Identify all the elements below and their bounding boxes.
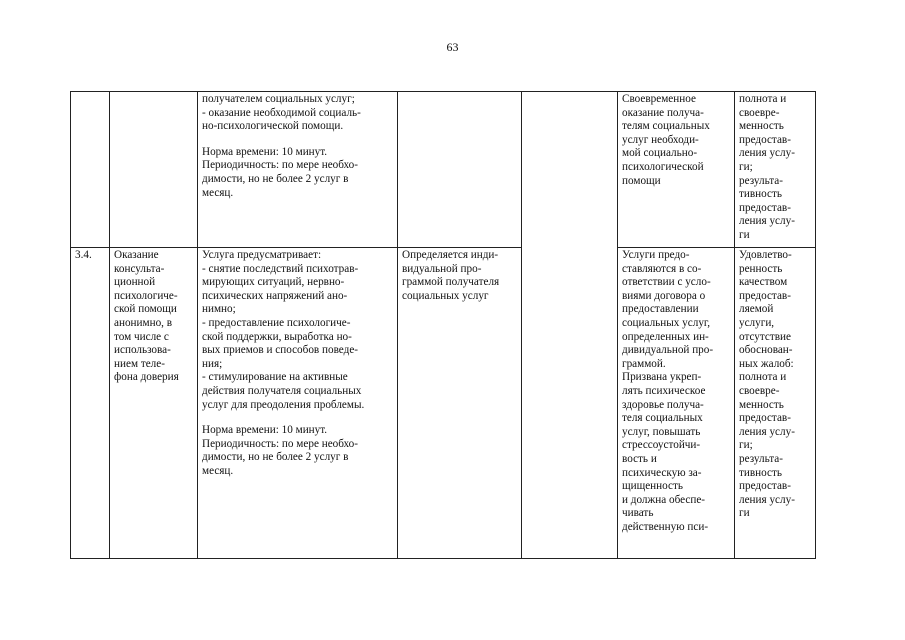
text-line: ги; <box>739 439 753 452</box>
text-line: ных жалоб: <box>739 357 794 370</box>
text-line: услуг необходи- <box>622 133 699 146</box>
text-line: граммой. <box>622 357 666 370</box>
text-line: помощи <box>622 174 661 187</box>
text-line: Оказание <box>114 249 159 261</box>
text-line: вость и <box>622 452 657 465</box>
text-line: ляемой <box>739 303 774 316</box>
text-line: своевре- <box>739 384 780 397</box>
text-line: вых приемов и способов поведе- <box>202 344 359 357</box>
text-line: менность <box>739 398 784 411</box>
text-line: ния; <box>202 357 223 370</box>
text-line: мой социально- <box>622 147 698 160</box>
text-line: мирующих ситуаций, нервно- <box>202 276 345 289</box>
text-line: ответствии с усло- <box>622 276 711 289</box>
text-line: ской помощи <box>114 303 177 316</box>
text-line: стрессоустойчи- <box>622 439 701 452</box>
text-line: ги <box>739 228 750 241</box>
text-line: но-психологической помощи. <box>202 120 344 133</box>
text-line: психических напряжений ано- <box>202 289 348 302</box>
text-line: Своевременное <box>622 93 696 105</box>
blank-line <box>202 134 393 146</box>
text-line: результа- <box>739 174 783 187</box>
page-number: 63 <box>446 40 459 54</box>
text-line: месяц. <box>202 464 234 477</box>
text-line: и должна обеспе- <box>622 493 706 506</box>
text-line: Определяется инди- <box>402 249 499 261</box>
text-line: полнота и <box>739 93 787 105</box>
text-line: ления услу- <box>739 215 795 228</box>
row2-result-cell <box>618 248 735 559</box>
text-line: лять психическое <box>622 384 706 397</box>
services-table <box>70 91 816 559</box>
text-line: действия получателя социальных <box>202 384 362 397</box>
row1-number-cell <box>71 92 110 248</box>
text-line: ренность <box>739 262 783 275</box>
text-line: граммой получателя <box>402 276 500 289</box>
text-line: тивность <box>739 188 782 201</box>
text-line: психологической <box>622 160 704 173</box>
text-line: результа- <box>739 452 783 465</box>
text-line: ционной <box>114 276 156 289</box>
text-line: обоснован- <box>739 344 793 357</box>
text-line: - оказание необходимой социаль- <box>202 106 361 119</box>
text-line: предоставлении <box>622 303 699 316</box>
text-line: предостав- <box>739 412 791 425</box>
text-line: чивать <box>622 507 654 520</box>
text-line: действенную пси- <box>622 520 709 533</box>
text-line: услуги, <box>739 316 775 329</box>
text-line: определенных ин- <box>622 330 709 343</box>
text-line: Удовлетво- <box>739 249 792 261</box>
text-line: своевре- <box>739 106 780 119</box>
row2-criteria-cell <box>735 248 816 559</box>
text-line: психическую за- <box>622 466 702 479</box>
text-line: полнота и <box>739 371 787 384</box>
text-line: оказание получа- <box>622 106 704 119</box>
text-line: ставляются в со- <box>622 262 702 275</box>
text-line: димости, но не более 2 услуг в <box>202 172 349 185</box>
text-line: ления услу- <box>739 493 795 506</box>
text-line: виями договора о <box>622 289 706 302</box>
text-line: Призвана укреп- <box>622 371 702 384</box>
text-line: дивидуальной про- <box>622 344 714 357</box>
row2-description-cell <box>198 248 398 559</box>
text-line: ской поддержки, выработка но- <box>202 330 352 343</box>
text-line: здоровье получа- <box>622 398 704 411</box>
row1-volume-cell <box>398 92 522 248</box>
text-line: услуг, повышать <box>622 425 701 438</box>
text-line: Услуга предусматривает: <box>202 249 322 261</box>
text-line: ления услу- <box>739 425 795 438</box>
text-line: Периодичность: по мере необхо- <box>202 437 359 450</box>
text-line: предостав- <box>739 201 791 214</box>
row1-description-cell <box>198 92 398 248</box>
text-line: теля социальных <box>622 412 703 425</box>
text-line: услуг для преодоления проблемы. <box>202 398 365 411</box>
text-line: месяц. <box>202 186 234 199</box>
blank-line <box>202 412 393 424</box>
text-line: психологиче- <box>114 289 178 302</box>
text-line: предостав- <box>739 480 791 493</box>
text-line: анонимно, в <box>114 316 173 329</box>
text-line: Периодичность: по мере необхо- <box>202 159 359 172</box>
text-line: видуальной про- <box>402 262 482 275</box>
text-line: - стимулирование на активные <box>202 371 348 384</box>
table-row <box>71 92 816 248</box>
text-line: нимно; <box>202 303 236 316</box>
text-line: Норма времени: 10 минут. <box>202 424 328 437</box>
text-line: том числе с <box>114 330 169 343</box>
text-line: ги <box>739 507 750 520</box>
text-line: предостав- <box>739 133 791 146</box>
row2-service-cell <box>110 248 198 559</box>
text-line: - снятие последствий психотрав- <box>202 262 359 275</box>
text-line: получателем социальных услуг; <box>202 93 355 105</box>
text-line: социальных услуг, <box>622 316 711 329</box>
text-line: отсутствие <box>739 330 791 343</box>
row2-number-cell: 3.4. <box>71 248 110 559</box>
text-line: димости, но не более 2 услуг в <box>202 451 349 464</box>
text-line: менность <box>739 120 784 133</box>
row1-criteria-cell <box>735 92 816 248</box>
text-line: использова- <box>114 344 171 357</box>
text-line: Норма времени: 10 минут. <box>202 145 328 158</box>
deadline-cell <box>522 92 618 559</box>
text-line: щищенность <box>622 480 683 493</box>
text-line: консульта- <box>114 262 165 275</box>
table-row <box>71 248 816 559</box>
text-line: предостав- <box>739 289 791 302</box>
text-line: - предоставление психологиче- <box>202 316 351 329</box>
text-line: тивность <box>739 466 782 479</box>
text-line: ги; <box>739 160 753 173</box>
text-line: нием теле- <box>114 357 165 370</box>
row1-result-cell <box>618 92 735 248</box>
row2-volume-cell <box>398 248 522 559</box>
text-line: Услуги предо- <box>622 249 690 261</box>
text-line: телям социальных <box>622 120 710 133</box>
row1-service-cell <box>110 92 198 248</box>
text-line: ления услу- <box>739 147 795 160</box>
text-line: фона доверия <box>114 371 179 384</box>
text-line: качеством <box>739 276 788 289</box>
text-line: социальных услуг <box>402 289 489 302</box>
